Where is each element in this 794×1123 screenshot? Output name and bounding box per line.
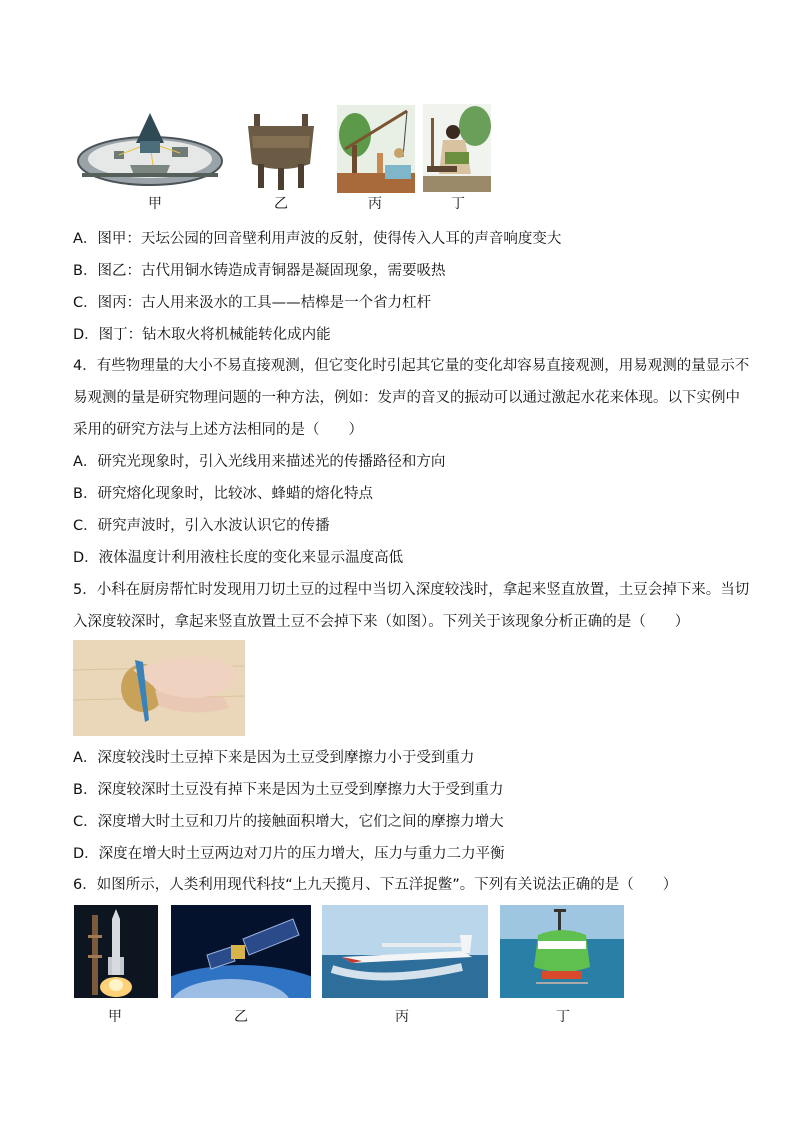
knife-cutting-potato-image (73, 640, 245, 736)
q4-stem-line-3: 采用的研究方法与上述方法相同的是（ ） (73, 422, 363, 438)
q5-option-c: C．深度增大时土豆和刀片的接触面积增大，它们之间的摩擦力增大 (73, 814, 504, 830)
q6-caption-jia: 甲 (108, 1009, 122, 1025)
deep-sea-submersible-image (500, 905, 624, 998)
q6-caption-yi: 乙 (234, 1009, 248, 1025)
temple-of-heaven-echo-wall-image (74, 103, 226, 193)
q4-option-c: C．研究声波时，引入水波认识它的传播 (73, 518, 330, 534)
q5-option-b: B．深度较深时土豆没有掉下来是因为土豆受到摩擦力大于受到重力 (73, 782, 504, 798)
q3-option-c: C．图丙：古人用来汲水的工具——桔槔是一个省力杠杆 (73, 295, 432, 311)
q3-caption-ding: 丁 (451, 196, 465, 212)
q4-stem-line-1: 4．有些物理量的大小不易直接观测，但它变化时引起其它量的变化却容易直接观测，用易观测的量显示不 (73, 358, 750, 374)
q5-stem-line-1: 5．小科在厨房帮忙时发现用刀切土豆的过程中当切入深度较浅时，拿起来竖直放置，土豆会掉下来。当切 (73, 582, 750, 598)
q4-option-d: D．液体温度计利用液柱长度的变化来显示温度高低 (73, 550, 404, 566)
q3-caption-bing: 丙 (368, 196, 382, 212)
q3-option-a: A．图甲：天坛公园的回音壁利用声波的反射，使得传入人耳的声音响度变大 (73, 231, 562, 247)
q3-caption-yi: 乙 (274, 196, 288, 212)
q4-option-a: A．研究光现象时，引入光线用来描述光的传播路径和方向 (73, 454, 446, 470)
q3-caption-jia: 甲 (148, 196, 162, 212)
q4-stem-line-2: 易观测的量是研究物理问题的一种方法，例如：发声的音叉的振动可以通过激起水花来体现。以下实例中 (73, 390, 740, 406)
q5-option-a: A．深度较浅时土豆掉下来是因为土豆受到摩擦力小于受到重力 (73, 750, 475, 766)
q3-option-b: B．图乙：古代用铜水铸造成青铜器是凝固现象，需要吸热 (73, 263, 446, 279)
q6-stem: 6．如图所示，人类利用现代科技“上九天揽月、下五洋捉鳖”。下列有关说法正确的是（ ） (73, 877, 678, 893)
rocket-launch-image (74, 905, 158, 998)
bronze-ding-vessel-image (240, 108, 322, 193)
q5-stem-line-2: 入深度较深时，拿起来竖直放置土豆不会掉下来（如图）。下列关于该现象分析正确的是（ ） (73, 614, 690, 630)
q3-option-d: D．图丁：钻木取火将机械能转化成内能 (73, 327, 331, 343)
q4-option-b: B．研究熔化现象时，比较冰、蜂蜡的熔化特点 (73, 486, 373, 502)
q6-caption-ding: 丁 (556, 1009, 570, 1025)
q6-caption-bing: 丙 (395, 1009, 409, 1025)
shadoof-water-lifting-image (337, 105, 415, 193)
seaplane-image (322, 905, 488, 998)
satellite-image (171, 905, 311, 998)
q5-option-d: D．深度在增大时土豆两边对刀片的压力增大，压力与重力二力平衡 (73, 846, 505, 862)
drilling-wood-fire-image (423, 104, 491, 192)
